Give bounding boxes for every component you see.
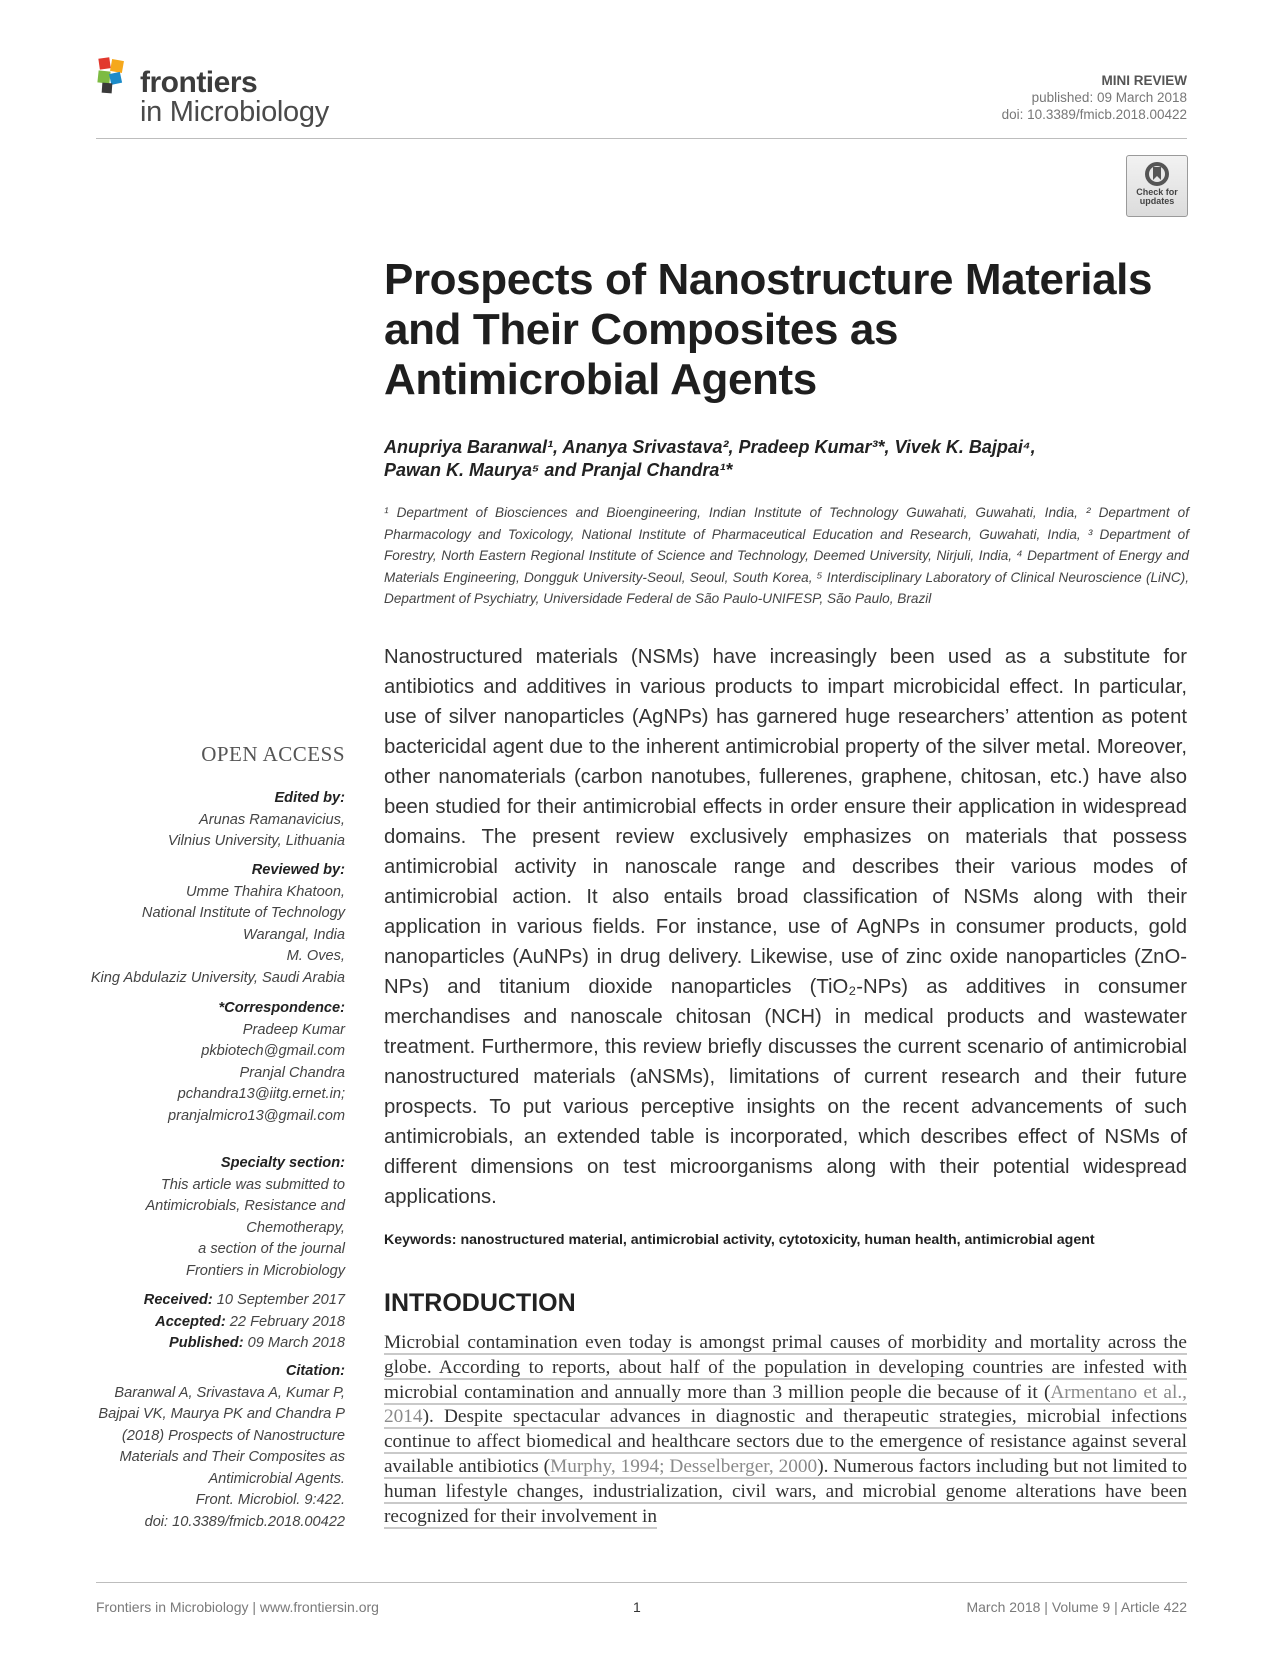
journal-name-subtitle: in Microbiology (140, 96, 329, 128)
intro-text-part: Microbial contamination even today is amongst primal causes of morbidity and mortality across the globe. According to reports, about half of the population in developing countries are infested with microbial contamination and annually more than 3 million people die because of it ( (384, 1332, 1187, 1403)
introduction-text (384, 1331, 1187, 1529)
published-date-sidebar: 09 March 2018 (247, 1335, 345, 1351)
citation-link[interactable]: Murphy, 1994; Desselberger, 2000 (550, 1455, 818, 1477)
citation-block (98, 1361, 345, 1533)
specialty-label: Specialty section: (220, 1155, 345, 1171)
received-date: 10 September 2017 (216, 1292, 345, 1308)
published-date: published: 09 March 2018 (1031, 90, 1187, 105)
affiliations: ¹ Department of Biosciences and Bioengineering, Indian Institute of Technology Guwahati, Guwahati, India, ² Department of Pharmacology and Toxicology, National Institute of Pharmaceutical Education and Research, Guwahati, India, ³ Department of Forestry, North Eastern Regional Institute of Science and Technology, Deemed University, Nirjuli, India, ⁴ Department of Energy and Materials Engineering, Dongguk University-Seoul, Seoul, South Korea, ⁵ Interdisciplinary Laboratory of Clinical Neuroscience (LiNC), Department of Psychiatry, Universidade Federal de São Paulo-UNIFESP, São Paulo, Brazil (384, 505, 1189, 607)
keywords (384, 1232, 1187, 1248)
editor-line: Vilnius University, Lithuania (167, 833, 345, 849)
citation-line: (2018) Prospects of Nanostructure (121, 1427, 345, 1444)
intro-text-part: ). Despite spectacular advances in diagnostic and therapeutic strategies, microbial infections continue to affect biomedical and healthcare sectors due to the emergence of resistance against several available antibiotics ( (384, 1406, 1187, 1477)
footer-journal-link[interactable]: Frontiers in Microbiology | www.frontiersin.org (96, 1599, 379, 1615)
section-heading-introduction: INTRODUCTION (384, 1289, 576, 1317)
frontiers-logo-icon (96, 56, 136, 96)
reviewer-line: Warangal, India (243, 926, 345, 943)
received-label: Received: (143, 1292, 213, 1308)
correspondence-email[interactable]: pranjalmicro13@gmail.com (167, 1107, 345, 1124)
reviewer-line: King Abdulaziz University, Saudi Arabia (90, 969, 345, 986)
footer-divider (96, 1582, 1187, 1583)
specialty-line: Antimicrobials, Resistance and (145, 1198, 345, 1214)
author-list (384, 436, 1184, 482)
accepted-date: 22 February 2018 (229, 1313, 345, 1330)
specialty-block (145, 1153, 345, 1282)
published-label: Published: (168, 1335, 244, 1351)
correspondence-name: Pranjal Chandra (239, 1064, 345, 1081)
check-for-updates-label: Check for updates (1136, 187, 1178, 206)
specialty-line: Chemotherapy, (246, 1219, 345, 1236)
received-row (144, 1290, 345, 1312)
citation-line: Materials and Their Composites as (119, 1449, 345, 1465)
correspondence-label: *Correspondence: (218, 1000, 345, 1016)
bookmark-update-icon (1143, 160, 1171, 188)
reviewer-line: Umme Thahira Khatoon, (186, 883, 345, 900)
doi-link[interactable]: doi: 10.3389/fmicb.2018.00422 (1001, 107, 1187, 122)
reviewer-line: National Institute of Technology (141, 905, 345, 921)
reviewer-line: M. Oves, (286, 948, 345, 964)
specialty-line: a section of the journal (198, 1241, 345, 1257)
keywords-list: nanostructured material, antimicrobial activity, cytotoxicity, human health, antimicrobial agent (460, 1232, 1095, 1248)
specialty-line: This article was submitted to (160, 1176, 345, 1193)
open-access-label: OPEN ACCESS (201, 742, 345, 766)
editor-line: Arunas Ramanavicius, (198, 811, 345, 828)
citation-link[interactable]: Armentano et al., 2014 (384, 1381, 1187, 1428)
citation-doi[interactable]: doi: 10.3389/fmicb.2018.00422 (144, 1513, 345, 1530)
intro-text-part: ). Numerous factors including but not limited to human lifestyle changes, industrialization, civil wars, and microbial genome alterations have been recognized for their involvement in (384, 1455, 1187, 1527)
accepted-label: Accepted: (155, 1313, 226, 1330)
reviewed-by-label: Reviewed by: (251, 862, 345, 878)
dates-block (144, 1290, 345, 1355)
edited-by-label: Edited by: (274, 790, 345, 806)
authors-line-1: Anupriya Baranwal¹, Ananya Srivastava², Pradeep Kumar³*, Vivek K. Bajpai⁴, (384, 437, 1036, 457)
article-type: MINI REVIEW (1101, 73, 1187, 88)
citation-line: Baranwal A, Srivastava A, Kumar P, (114, 1384, 345, 1401)
footer-issue-info: March 2018 | Volume 9 | Article 422 (966, 1599, 1187, 1615)
published-row (144, 1333, 345, 1355)
specialty-line: Frontiers in Microbiology (186, 1262, 345, 1279)
header-divider (96, 138, 1187, 139)
abstract: Nanostructured materials (NSMs) have increasingly been used as a substitute for antibiotics and additives in various products to impart microbicidal effect. In particular, use of silver nanoparticles (AgNPs) has garnered huge researchers’ attention as potent bactericidal agent due to the inherent antimicrobial property of the silver metal. Moreover, other nanomaterials (carbon nanotubes, fullerenes, graphene, chitosan, etc.) have also been studied for their antimicrobial effects in order ensure their application in widespread domains. The present review exclusively emphasizes on materials that possess antimicrobial activity in nanoscale range and describes their various modes of antimicrobial action. It also entails broad classification of NSMs along with their application in various fields. For instance, use of AgNPs in consumer products, gold nanoparticles (AuNPs) in drug delivery. Likewise, use of zinc oxide nanoparticles (ZnO-NPs) and titanium dioxide nanoparticles (TiO₂-NPs) as additives in consumer merchandises and nanoscale chitosan (NCH) in medical products and wastewater treatment. Furthermore, this review briefly discusses the current scenario of antimicrobial nanostructured materials (aNSMs), limitations of current research and their future prospects. To put various perceptive insights on the recent advancements of such antimicrobials, an extended table is incorporated, which describes effect of NSMs of different dimensions on test microorganisms along with their potential widespread applications. (384, 646, 1187, 1208)
correspondence-email[interactable]: pchandra13@iitg.ernet.in; (177, 1086, 345, 1102)
authors-line-2: Pawan K. Maurya⁵ and Pranjal Chandra¹* (384, 460, 733, 480)
edited-by-block (168, 788, 345, 853)
citation-line: Antimicrobial Agents. (208, 1470, 345, 1487)
keywords-label: Keywords: (384, 1232, 457, 1248)
correspondence-email[interactable]: pkbiotech@gmail.com (201, 1043, 345, 1059)
citation-label: Citation: (285, 1363, 345, 1379)
citation-line: Bajpai VK, Maurya PK and Chandra P (98, 1406, 345, 1422)
correspondence-name: Pradeep Kumar (242, 1021, 345, 1038)
accepted-row (144, 1312, 345, 1334)
journal-name-frontiers: frontiers (140, 66, 258, 99)
check-for-updates-button[interactable] (1126, 155, 1188, 217)
correspondence-block (168, 998, 345, 1127)
article-title: Prospects of Nanostructure Materials and Their Composites as Antimicrobial Agents (384, 255, 1153, 404)
reviewed-by-block (91, 860, 345, 989)
page-number: 1 (633, 1599, 641, 1615)
citation-line: Front. Microbiol. 9:422. (195, 1492, 345, 1508)
